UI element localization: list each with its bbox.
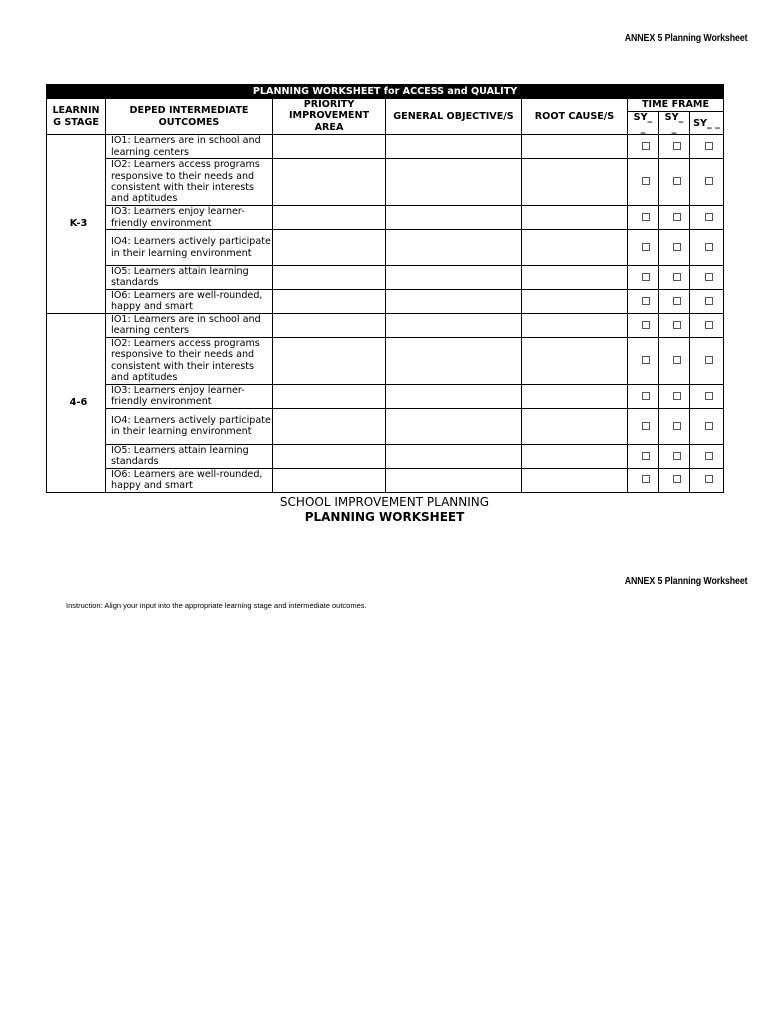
objective-input-cell[interactable]: [386, 337, 522, 384]
checkbox[interactable]: [673, 422, 681, 430]
checkbox[interactable]: [673, 177, 681, 185]
header-sy-3: SY_ _: [690, 112, 724, 135]
checkbox[interactable]: [673, 297, 681, 305]
objective-input-cell[interactable]: [386, 230, 522, 266]
checkbox[interactable]: [642, 243, 650, 251]
root-cause-input-cell[interactable]: [522, 230, 628, 266]
priority-input-cell[interactable]: [273, 206, 386, 230]
objective-input-cell[interactable]: [386, 468, 522, 492]
checkbox[interactable]: [642, 142, 650, 150]
outcome-cell: IO5: Learners attain learning standards: [106, 266, 273, 290]
root-cause-input-cell[interactable]: [522, 289, 628, 313]
priority-input-cell[interactable]: [273, 230, 386, 266]
header-learning-stage: LEARNIN G STAGE: [47, 99, 106, 135]
priority-input-cell[interactable]: [273, 266, 386, 290]
priority-input-cell[interactable]: [273, 289, 386, 313]
checkbox[interactable]: [705, 243, 713, 251]
checkbox[interactable]: [705, 297, 713, 305]
outcome-cell: IO1: Learners are in school and learning centers: [106, 135, 273, 159]
checkbox[interactable]: [705, 422, 713, 430]
annex-label-second-page: ANNEX 5 Planning Worksheet: [624, 576, 747, 587]
checkbox[interactable]: [642, 297, 650, 305]
objective-input-cell[interactable]: [386, 313, 522, 337]
checkbox[interactable]: [673, 142, 681, 150]
priority-input-cell[interactable]: [273, 337, 386, 384]
priority-input-cell[interactable]: [273, 135, 386, 159]
checkbox[interactable]: [642, 177, 650, 185]
checkbox[interactable]: [705, 142, 713, 150]
root-cause-input-cell[interactable]: [522, 159, 628, 206]
checkbox[interactable]: [673, 475, 681, 483]
outcome-cell: IO4: Learners actively participate in their learning environment: [106, 230, 273, 266]
priority-input-cell[interactable]: [273, 444, 386, 468]
checkbox[interactable]: [642, 273, 650, 281]
checkbox[interactable]: [673, 392, 681, 400]
table-row: [47, 444, 724, 468]
table-row: [47, 468, 724, 492]
outcome-cell: IO5: Learners attain learning standards: [106, 444, 273, 468]
header-sy-1: SY_ _: [628, 112, 659, 135]
checkbox[interactable]: [642, 356, 650, 364]
table-row: [47, 135, 724, 159]
header-root-causes: ROOT CAUSE/S: [522, 99, 628, 135]
checkbox[interactable]: [705, 321, 713, 329]
checkbox[interactable]: [705, 213, 713, 221]
checkbox[interactable]: [705, 177, 713, 185]
checkbox[interactable]: [642, 392, 650, 400]
table-banner: PLANNING WORKSHEET for ACCESS and QUALITY: [47, 85, 724, 99]
checkbox[interactable]: [642, 213, 650, 221]
header-time-frame: TIME FRAME: [628, 99, 724, 112]
table-row: [47, 408, 724, 444]
objective-input-cell[interactable]: [386, 289, 522, 313]
checkbox[interactable]: [642, 475, 650, 483]
outcome-cell: IO6: Learners are well-rounded, happy and smart: [106, 468, 273, 492]
checkbox[interactable]: [642, 452, 650, 460]
objective-input-cell[interactable]: [386, 444, 522, 468]
objective-input-cell[interactable]: [386, 206, 522, 230]
outcome-cell: IO6: Learners are well-rounded, happy and smart: [106, 289, 273, 313]
checkbox[interactable]: [705, 273, 713, 281]
root-cause-input-cell[interactable]: [522, 468, 628, 492]
table-row: [47, 337, 724, 384]
stage-label-4-6: 4-6: [47, 313, 106, 492]
priority-input-cell[interactable]: [273, 408, 386, 444]
root-cause-input-cell[interactable]: [522, 206, 628, 230]
priority-input-cell[interactable]: [273, 384, 386, 408]
objective-input-cell[interactable]: [386, 159, 522, 206]
table-row: [47, 384, 724, 408]
checkbox[interactable]: [642, 321, 650, 329]
checkbox[interactable]: [673, 321, 681, 329]
planning-worksheet-subtitle: PLANNING WORKSHEET: [304, 510, 465, 524]
priority-input-cell[interactable]: [273, 468, 386, 492]
outcome-cell: IO4: Learners actively participate in their learning environment: [106, 408, 273, 444]
root-cause-input-cell[interactable]: [522, 444, 628, 468]
root-cause-input-cell[interactable]: [522, 266, 628, 290]
checkbox[interactable]: [705, 392, 713, 400]
objective-input-cell[interactable]: [386, 384, 522, 408]
root-cause-input-cell[interactable]: [522, 135, 628, 159]
school-improvement-planning-title: SCHOOL IMPROVEMENT PLANNING: [279, 495, 490, 509]
outcome-cell: IO3: Learners enjoy learner-friendly environment: [106, 384, 273, 408]
table-row: [47, 206, 724, 230]
outcome-cell: IO3: Learners enjoy learner-friendly environment: [106, 206, 273, 230]
outcome-cell: IO2: Learners access programs responsive to their needs and consistent with their interests and aptitudes: [106, 337, 273, 384]
checkbox[interactable]: [642, 422, 650, 430]
objective-input-cell[interactable]: [386, 408, 522, 444]
priority-input-cell[interactable]: [273, 313, 386, 337]
header-general-objectives: GENERAL OBJECTIVE/S: [386, 99, 522, 135]
checkbox[interactable]: [673, 213, 681, 221]
checkbox[interactable]: [705, 452, 713, 460]
header-priority-improvement-area: PRIORITY IMPROVEMENT AREA: [273, 99, 386, 135]
table-row: [47, 289, 724, 313]
table-row: [47, 313, 724, 337]
root-cause-input-cell[interactable]: [522, 384, 628, 408]
priority-input-cell[interactable]: [273, 159, 386, 206]
table-row: [47, 230, 724, 266]
root-cause-input-cell[interactable]: [522, 337, 628, 384]
checkbox[interactable]: [673, 452, 681, 460]
header-intermediate-outcomes: DEPED INTERMEDIATE OUTCOMES: [106, 99, 273, 135]
stage-label-k3: K-3: [47, 135, 106, 314]
root-cause-input-cell[interactable]: [522, 313, 628, 337]
table-row: [47, 266, 724, 290]
checkbox[interactable]: [705, 475, 713, 483]
root-cause-input-cell[interactable]: [522, 408, 628, 444]
objective-input-cell[interactable]: [386, 135, 522, 159]
table-row: [47, 159, 724, 206]
objective-input-cell[interactable]: [386, 266, 522, 290]
header-sy-2: SY_ _: [659, 112, 690, 135]
annex-label-top: ANNEX 5 Planning Worksheet: [624, 33, 747, 44]
checkbox[interactable]: [673, 356, 681, 364]
planning-worksheet-table: [46, 84, 724, 493]
outcome-cell: IO2: Learners access programs responsive to their needs and consistent with their interests and aptitudes: [106, 159, 273, 206]
outcome-cell: IO1: Learners are in school and learning centers: [106, 313, 273, 337]
checkbox[interactable]: [673, 243, 681, 251]
instruction-text: Instruction: Align your input into the appropriate learning stage and intermediate outcomes.: [66, 601, 367, 610]
checkbox[interactable]: [673, 273, 681, 281]
checkbox[interactable]: [705, 356, 713, 364]
